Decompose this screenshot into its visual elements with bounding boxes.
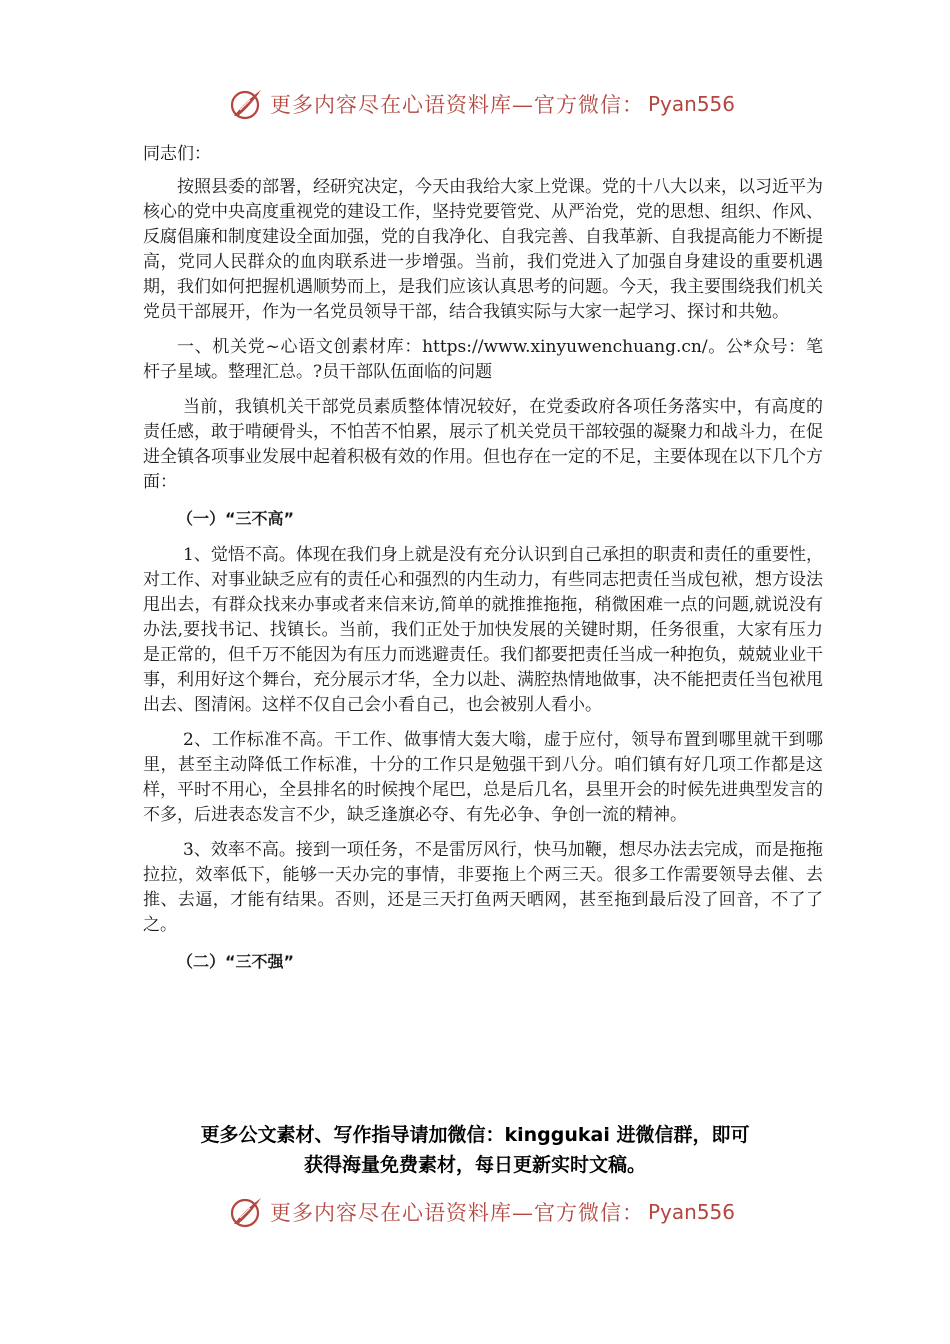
salutation: 同志们： <box>143 144 211 164</box>
watermark-banner-bottom <box>228 1192 735 1232</box>
watermark-banner-top <box>228 84 735 124</box>
promo-line-1: 更多公文素材、写作指导请加微信：kinggukai 进微信群，即可 <box>200 1124 750 1146</box>
quill-logo-icon <box>228 86 264 122</box>
subheading-three-not-strong: （二）“三不强” <box>177 952 295 971</box>
paragraph-overview: 当前，我镇机关干部党员素质整体情况较好，在党委政府各项任务落实中，有高度的责任感，敢于啃硬骨头，不怕苦不怕累，展示了机关党员干部较强的凝聚力和战斗力，在促进全镇各项事业发展中起着积极有效的作用。但也存在一定的不足，主要体现在以下几个方面： <box>143 397 823 492</box>
quill-logo-icon <box>228 1194 264 1230</box>
item-paragraph: 1、觉悟不高。体现在我们身上就是没有充分认识到自己承担的职责和责任的重要性，对工作、对事业缺乏应有的责任心和强烈的内生动力，有些同志把责任当成包袱，想方设法甩出去，有群众找来办事或者来信来访,简单的就推推拖拖，稍微困难一点的问题,就说没有办法,要找书记、找镇长。当前，我们正处于加快发展的关键时期，任务很重，大家有压力是正常的，但千万不能因为有压力而逃避责任。我们都要把责任当成一种抱负，兢兢业业干事，利用好这个舞台，充分展示才华，全力以赴、满腔热情地做事，决不能把责任当包袱甩出去、图清闲。这样不仅自己会小看自己，也会被别人看小。 <box>143 545 823 715</box>
document-body <box>143 142 823 976</box>
watermark-text: 更多内容尽在心语资料库—官方微信： <box>270 1201 644 1225</box>
watermark-wechat-id: Pyan556 <box>648 1200 736 1224</box>
watermark-text: 更多内容尽在心语资料库—官方微信： <box>270 93 644 117</box>
promo-line-2: 获得海量免费素材，每日更新实时文稿。 <box>303 1154 646 1176</box>
watermark-wechat-id: Pyan556 <box>648 92 736 116</box>
subheading-three-not-high: （一）“三不高” <box>177 509 295 528</box>
promo-notice <box>120 1120 830 1180</box>
section-title-1: 一、机关党~心语文创素材库：https://www.xinyuwenchuang.cn/。公*众号：笔杆子星域。整理汇总。?员干部队伍面临的问题 <box>143 337 823 382</box>
item-paragraph: 2、工作标准不高。干工作、做事情大轰大嗡，虚于应付，领导布置到哪里就干到哪里，甚至主动降低工作标准，十分的工作只是勉强干到八分。咱们镇有好几项工作都是这样，平时不用心，全县排名的时候拽个尾巴，总是后几名，县里开会的时候先进典型发言的不多，后进表态发言不少，缺乏逢旗必夺、有先必争、争创一流的精神。 <box>143 730 823 825</box>
item-paragraph: 3、效率不高。接到一项任务，不是雷厉风行，快马加鞭，想尽办法去完成，而是拖拖拉拉，效率低下，能够一天办完的事情，非要拖上个两三天。很多工作需要领导去催、去推、去逼，才能有结果。否则，还是三天打鱼两天晒网，甚至拖到最后没了回音，不了了之。 <box>143 840 823 935</box>
paragraph-intro: 按照县委的部署，经研究决定，今天由我给大家上党课。党的十八大以来，以习近平为核心的党中央高度重视党的建设工作，坚持党要管党、从严治党，党的思想、组织、作风、反腐倡廉和制度建设全面加强，党的自我净化、自我完善、自我革新、自我提高能力不断提高，党同人民群众的血肉联系进一步增强。当前，我们党进入了加强自身建设的重要机遇期，我们如何把握机遇顺势而上，是我们应该认真思考的问题。今天，我主要围绕我们机关党员干部展开，作为一名党员领导干部，结合我镇实际与大家一起学习、探讨和共勉。 <box>143 177 823 322</box>
